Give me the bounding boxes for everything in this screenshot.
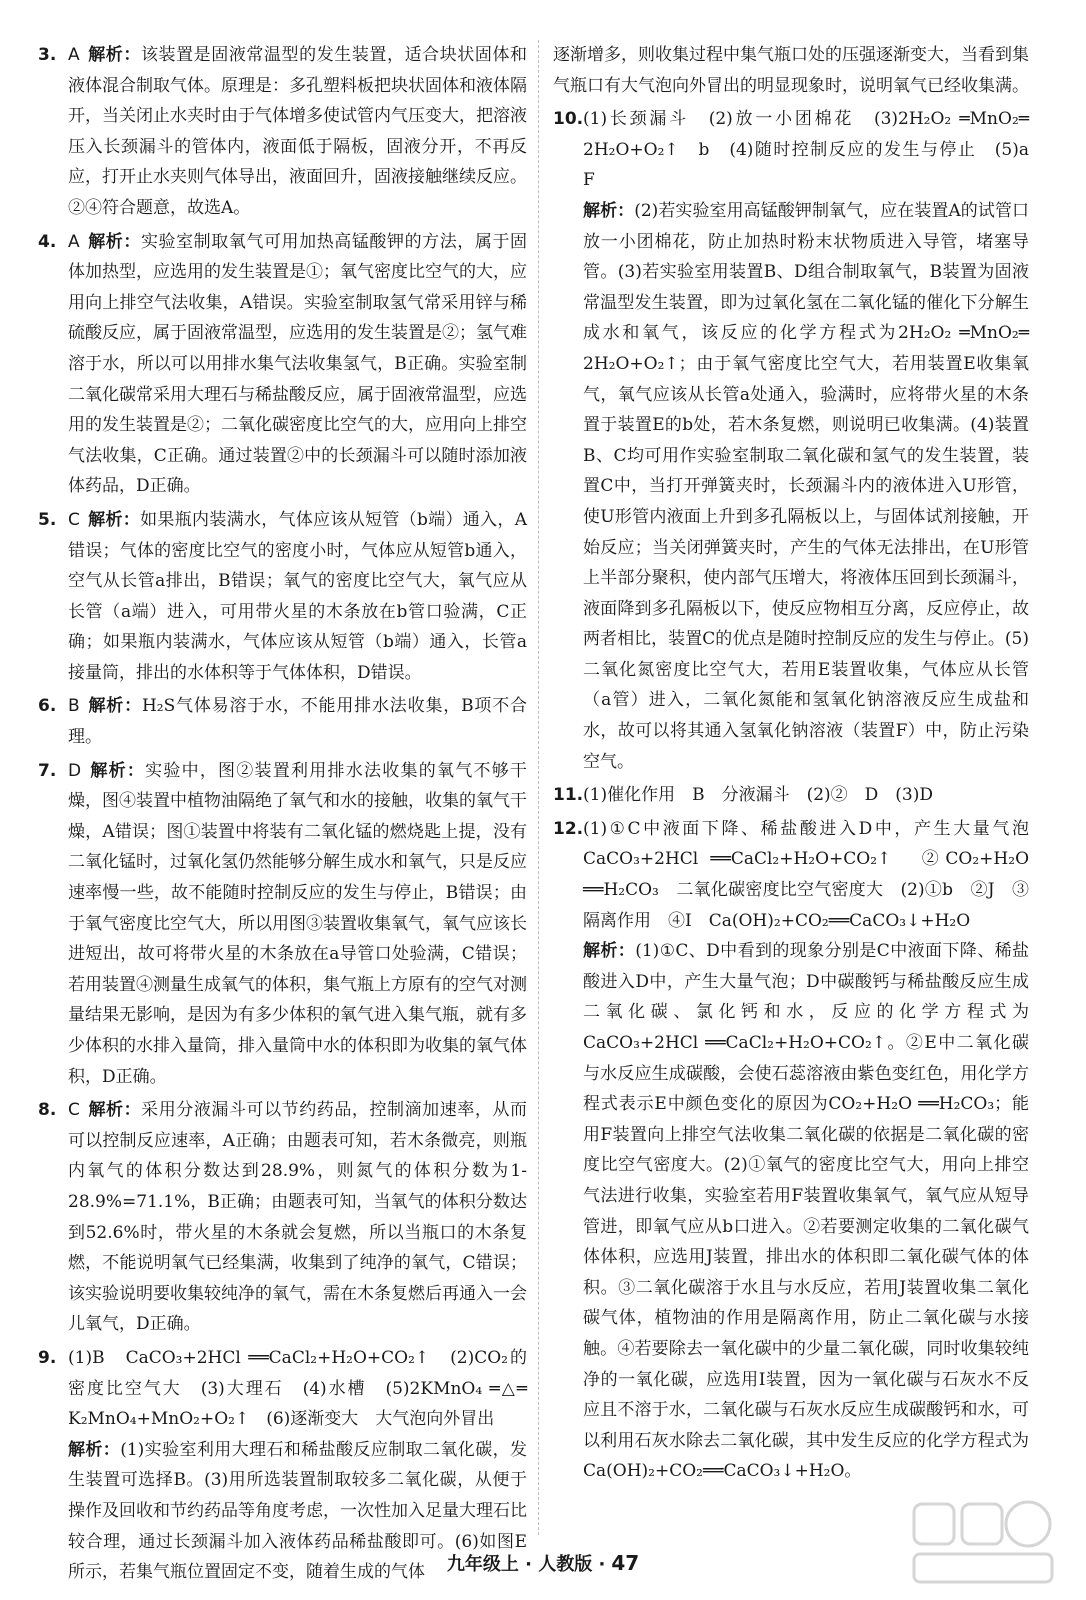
- left-column: [38, 40, 527, 1591]
- page-number: 47: [611, 1551, 640, 1575]
- answer-item-11: 11.(1)催化作用 B 分液漏斗 (2)② D (3)D: [553, 785, 933, 806]
- answer-line: (1)长颈漏斗 (2)放一小团棉花 (3)2H₂O₂ ═MnO₂═ 2H₂O+O₂↑ b (4)随时控制反应的发生与停止 (5)a F: [583, 109, 1046, 191]
- explanation-text: (1)①C、D中看到的现象分别是C中液面下降、稀盐酸进入D中，产生大量气泡；D中碳酸钙与稀盐酸反应生成二氧化碳、氯化钙和水，反应的化学方程式为CaCO₃+2HCl ══CaCl₂+H₂O+CO₂↑。②E中二氧化碳与水反应生成碳酸，会使石蕊溶液由紫色变红色，用化学方程式表示E中颜色变化的原因为CO₂+H₂O ══H₂CO₃；能用F装置向上排空气法收集二氧化碳的依据是二氧化碳的密度比空气密度大。(2)①氧气的密度比空气大，用向上排空气法进行收集，实验室若用F装置收集氧气，氧气应从短导管进，即氧气应从b口进入。②若要测定收集的二氧化碳气体体积，应选用J装置，排出水的体积即二氧化碳气体的体积。③二氧化碳溶于水且与水反应，若用J装置收集二氧化碳气体，植物油的作用是隔离作用，防止二氧化碳与水接触。④若要除去一氧化碳中的少量二氧化碳，同时收集较纯净的一氧化碳，应选用I装置，因为一氧化碳与石灰水不反应且不溶于水，二氧化碳与石灰水反应生成碳酸钙和水，可以利用石灰水除去二氧化碳，其中发生反应的化学方程式为Ca(OH)₂+CO₂══CaCO₃↓+H₂O。: [583, 941, 1030, 1482]
- answer-seal-watermark-icon: [908, 1498, 1058, 1590]
- right-column: [553, 40, 1046, 1490]
- explanation-block: 解析：(1)实验室利用大理石和稀盐酸反应制取二氧化碳，发生装置可选择B。(3)用所选装置制取较多二氧化碳，从便于操作及回收和节约药品等角度考虑，一次性加入足量大理石比较合理，通过长颈漏斗加入液体药品稀盐酸即可。(6)如图E所示，若集气瓶位置固定不变，随着生成的气体: [68, 1439, 528, 1583]
- answer-item-10: 10.(1)长颈漏斗 (2)放一小团棉花 (3)2H₂O₂ ═MnO₂═ 2H₂O+O₂↑ b (4)随时控制反应的发生与停止 (5)a F 解析：(2)若实验室用高锰酸钾制氧气，应在装置A的试管口放一小团棉花，防止加热时粉末状物质进入导管，堵塞导管。(3)若实验室用装置B、D组合制取氧气，B装置为固液常温型发生装置，即为过氧化氢在二氧化锰的催化下分解生成水和氧气，该反应的化学方程式为2H₂O₂ ═MnO₂═ 2H₂O+O₂↑；由于氧气密度比空气大，若用装置E收集氧气，氧气应该从长管a处通入，验满时，应将带火星的木条置于装置E的b处，若木条复燃，则说明已收集满。(4)装置B、C均可用作实验室制取二氧化碳和氢气的发生装置，装置C中，当打开弹簧夹时，长颈漏斗内的液体进入U形管，使U形管内液面上升到多孔隔板以上，与固体试剂接触，开始反应；当关闭弹簧夹时，产生的气体无法排出，在U形管上半部分聚积，使内部气压增大，将液体压回到长颈漏斗，液面降到多孔隔板以下，使反应物相互分离，反应停止，故两者相比，装置C的优点是随时控制反应的发生与停止。(5)二氧化氮密度比空气大，若用E装置收集，气体应从长管（a管）进入，二氧化氮能和氢氧化钠溶液反应生成盐和水，故可以将其通入氢氧化钠溶液（装置F）中，防止污染空气。: [553, 104, 1029, 777]
- answer-item-9: 9. (1)B CaCO₃+2HCl ══CaCl₂+H₂O+CO₂↑ (2)CO₂的密度比空气大 (3)大理石 (4)水槽 (5)2KMnO₄ ═△═ K₂MnO₄+MnO₂+O₂↑ (6)逐渐变大 大气泡向外冒出 解析：(1)实验室利用大理石和稀盐酸反应制取二氧化碳，发生装置可选择B。(3)用所选装置制取较多二氧化碳，从便于操作及回收和节约药品等角度考虑，一次性加入足量大理石比较合理，通过长颈漏斗加入液体药品稀盐酸即可。(6)如图E所示，若集气瓶位置固定不变，随着生成的气体: [38, 1343, 527, 1588]
- column-divider: [538, 40, 539, 1535]
- explanation-text: 实验中，图②装置利用排水法收集的氧气不够干燥，图④装置中植物油隔绝了氧气和水的接触，收集的氧气干燥，A错误；图①装置中将装有二氧化锰的燃烧匙上提，没有二氧化锰时，过氧化氢仍然能够分解生成水和氧气，只是反应速率慢一些，故不能随时控制反应的发生与停止，B错误；由于氧气密度比空气大，所以用图③装置收集氧气，氧气应该长进短出，故可将带火星的木条放在a导管口处验满，C错误；若用装置④测量生成氧气的体积，集气瓶上方原有的空气对测量结果无影响，是因为有多少体积的氧气进入集气瓶，就有多少体积的水排入量筒，排入量筒中水的体积即为收集的氧气体积，D正确。: [68, 760, 527, 1087]
- answer-line: (1)催化作用 B 分液漏斗 (2)② D (3)D: [583, 785, 933, 806]
- explanation-text: (2)若实验室用高锰酸钾制氧气，应在装置A的试管口放一小团棉花，防止加热时粉末状物质进入导管，堵塞导管。(3)若实验室用装置B、D组合制取氧气，B装置为固液常温型发生装置，即为过氧化氢在二氧化锰的催化下分解生成水和氧气，该反应的化学方程式为2H₂O₂ ═MnO₂═ 2H₂O+O₂↑；由于氧气密度比空气大，若用装置E收集氧气，氧气应该从长管a处通入，验满时，应将带火星的木条置于装置E的b处，若木条复燃，则说明已收集满。(4)装置B、C均可用作实验室制取二氧化碳和氢气的发生装置，装置C中，当打开弹簧夹时，长颈漏斗内的液体进入U形管，使U形管内液面上升到多孔隔板以上，与固体试剂接触，开始反应；当关闭弹簧夹时，产生的气体无法排出，在U形管上半部分聚积，使内部气压增大，将液体压回到长颈漏斗，液面降到多孔隔板以下，使反应物相互分离，反应停止，故两者相比，装置C的优点是随时控制反应的发生与停止。(5)二氧化氮密度比空气大，若用E装置收集，气体应从长管（a管）进入，二氧化氮能和氢氧化钠溶液反应生成盐和水，故可以将其通入氢氧化钠溶液（装置F）中，防止污染空气。: [583, 200, 1030, 772]
- explanation-text: 如果瓶内装满水，气体应该从短管（b端）通入，A错误；气体的密度比空气的密度小时，气体应从短管b通入，空气从长管a排出，B错误；氧气的密度比空气大，氧气应从长管（a端）进入，可用带火星的木条放在b管口验满，C正确；如果瓶内装满水，气体应该从短管（b端）通入，长管a接量筒，排出的水体积等于气体体积，D错误。: [68, 509, 527, 683]
- answer-item-3: 3. A 解析：该装置是固液常温型的发生装置，适合块状固体和液体混合制取气体。原理是：多孔塑料板把块状固体和液体隔开，当关闭止水夹时由于气体增多使试管内气压变大，把溶液压入长颈漏斗的管体内，液面低于隔板，固液分开，不再反应，打开止水夹则气体导出，液面回升，固液接触继续反应。②④符合题意，故选A。: [38, 45, 528, 218]
- continuation-text: 逐渐增多，则收集过程中集气瓶口处的压强逐渐变大，当看到集气瓶口有大气泡向外冒出的明显现象时，说明氧气已经收集满。: [553, 45, 1029, 96]
- answer-item-7: 7. D 解析：实验中，图②装置利用排水法收集的氧气不够干燥，图④装置中植物油隔绝了氧气和水的接触，收集的氧气干燥，A错误；图①装置中将装有二氧化锰的燃烧匙上提，没有二氧化锰时，过氧化氢仍然能够分解生成水和氧气，只是反应速率慢一些，故不能随时控制反应的发生与停止，B错误；由于氧气密度比空气大，所以用图③装置收集氧气，氧气应该长进短出，故可将带火星的木条放在a导管口处验满，C错误；若用装置④测量生成氧气的体积，集气瓶上方原有的空气对测量结果无影响，是因为有多少体积的氧气进入集气瓶，就有多少体积的水排入量筒，排入量筒中水的体积即为收集的氧气体积，D正确。: [38, 760, 527, 1087]
- explanation-text: (1)实验室利用大理石和稀盐酸反应制取二氧化碳，发生装置可选择B。(3)用所选装置制取较多二氧化碳，从便于操作及回收和节约药品等角度考虑，一次性加入足量大理石比较合理，通过长颈漏斗加入液体药品稀盐酸即可。(6)如图E所示，若集气瓶位置固定不变，随着生成的气体: [68, 1439, 528, 1583]
- explanation-text: 实验室制取氧气可用加热高锰酸钾的方法，属于固体加热型，应选用的发生装置是①；氧气密度比空气的大，应用向上排空气法收集，A错误。实验室制取氢气常采用锌与稀硫酸反应，属于固液常温型，应选用的发生装置是②；氢气难溶于水，所以可以用排水集气法收集氢气，B正确。实验室制二氧化碳常采用大理石与稀盐酸反应，属于固液常温型，应选用的发生装置是②；二氧化碳密度比空气的大，应用向上排空气法收集，C正确。通过装置②中的长颈漏斗可以随时添加液体药品，D正确。: [68, 231, 528, 497]
- answer-item-4: 4. A 解析：实验室制取氧气可用加热高锰酸钾的方法，属于固体加热型，应选用的发生装置是①；氧气密度比空气的大，应用向上排空气法收集，A错误。实验室制取氢气常采用锌与稀硫酸反应，属于固液常温型，应选用的发生装置是②；氢气难溶于水，所以可以用排水集气法收集氢气，B正确。实验室制二氧化碳常采用大理石与稀盐酸反应，属于固液常温型，应选用的发生装置是②；二氧化碳密度比空气的大，应用向上排空气法收集，C正确。通过装置②中的长颈漏斗可以随时添加液体药品，D正确。: [38, 231, 528, 497]
- answer-item-5: 5. C 解析：如果瓶内装满水，气体应该从短管（b端）通入，A错误；气体的密度比空气的密度小时，气体应从短管b通入，空气从长管a排出，B错误；氧气的密度比空气大，氧气应从长管（a端）进入，可用带火星的木条放在b管口验满，C正确；如果瓶内装满水，气体应该从短管（b端）通入，长管a接量筒，排出的水体积等于气体体积，D错误。: [38, 509, 527, 683]
- answer-item-12: 12.(1)①C中液面下降、稀盐酸进入D中，产生大量气泡 CaCO₃+2HCl ══CaCl₂+H₂O+CO₂↑ ②CO₂+H₂O ══H₂CO₃ 二氧化碳密度比空气密度大 (2)①b ②J ③隔离作用 ④I Ca(OH)₂+CO₂══CaCO₃↓+H₂O 解析：(1)①C、D中看到的现象分别是C中液面下降、稀盐酸进入D中，产生大量气泡；D中碳酸钙与稀盐酸反应生成二氧化碳、氯化钙和水，反应的化学方程式为CaCO₃+2HCl ══CaCl₂+H₂O+CO₂↑。②E中二氧化碳与水反应生成碳酸，会使石蕊溶液由紫色变红色，用化学方程式表示E中颜色变化的原因为CO₂+H₂O ══H₂CO₃；能用F装置向上排空气法收集二氧化碳的依据是二氧化碳的密度比空气密度大。(2)①氧气的密度比空气大，用向上排空气法进行收集，实验室若用F装置收集氧气，氧气应从短导管进，即氧气应从b口进入。②若要测定收集的二氧化碳气体体积，应选用J装置，排出水的体积即二氧化碳气体的体积。③二氧化碳溶于水且与水反应，若用J装置收集二氧化碳气体，植物油的作用是隔离作用，防止二氧化碳与水接触。④若要除去一氧化碳中的少量二氧化碳，同时收集较纯净的一氧化碳，应选用I装置，因为一氧化碳与石灰水不反应且不溶于水，二氧化碳与石灰水反应生成碳酸钙和水，可以利用石灰水除去二氧化碳，其中发生反应的化学方程式为Ca(OH)₂+CO₂══CaCO₃↓+H₂O。: [553, 814, 1029, 1487]
- answer-item-8: 8. C 解析：采用分液漏斗可以节约药品，控制滴加速率，从而可以控制反应速率，A正确；由题表可知，若木条微亮，则瓶内氧气的体积分数达到28.9%，则氮气的体积分数为1-28.9%=71.1%，B正确；由题表可知，当氧气的体积分数达到52.6%时，带火星的木条就会复燃，所以当瓶口的木条复燃，不能说明氧气已经集满，收集到了纯净的氧气，C错误；该实验说明要收集较纯净的氧气，需在木条复燃后再通入一会儿氧气，D正确。: [38, 1100, 528, 1335]
- explanation-block: 解析：(1)①C、D中看到的现象分别是C中液面下降、稀盐酸进入D中，产生大量气泡；D中碳酸钙与稀盐酸反应生成二氧化碳、氯化钙和水，反应的化学方程式为CaCO₃+2HCl ══CaCl₂+H₂O+CO₂↑。②E中二氧化碳与水反应生成碳酸，会使石蕊溶液由紫色变红色，用化学方程式表示E中颜色变化的原因为CO₂+H₂O ══H₂CO₃；能用F装置向上排空气法收集二氧化碳的依据是二氧化碳的密度比空气密度大。(2)①氧气的密度比空气大，用向上排空气法进行收集，实验室若用F装置收集氧气，氧气应从短导管进，即氧气应从b口进入。②若要测定收集的二氧化碳气体体积，应选用J装置，排出水的体积即二氧化碳气体的体积。③二氧化碳溶于水且与水反应，若用J装置收集二氧化碳气体，植物油的作用是隔离作用，防止二氧化碳与水接触。④若要除去一氧化碳中的少量二氧化碳，同时收集较纯净的一氧化碳，应选用I装置，因为一氧化碳与石灰水不反应且不溶于水，二氧化碳与石灰水反应生成碳酸钙和水，可以利用石灰水除去二氧化碳，其中发生反应的化学方程式为Ca(OH)₂+CO₂══CaCO₃↓+H₂O。: [583, 941, 1030, 1482]
- explanation-block: 解析：(2)若实验室用高锰酸钾制氧气，应在装置A的试管口放一小团棉花，防止加热时粉末状物质进入导管，堵塞导管。(3)若实验室用装置B、D组合制取氧气，B装置为固液常温型发生装置，即为过氧化氢在二氧化锰的催化下分解生成水和氧气，该反应的化学方程式为2H₂O₂ ═MnO₂═ 2H₂O+O₂↑；由于氧气密度比空气大，若用装置E收集氧气，氧气应该从长管a处通入，验满时，应将带火星的木条置于装置E的b处，若木条复燃，则说明已收集满。(4)装置B、C均可用作实验室制取二氧化碳和氢气的发生装置，装置C中，当打开弹簧夹时，长颈漏斗内的液体进入U形管，使U形管内液面上升到多孔隔板以上，与固体试剂接触，开始反应；当关闭弹簧夹时，产生的气体无法排出，在U形管上半部分聚积，使内部气压增大，将液体压回到长颈漏斗，液面降到多孔隔板以下，使反应物相互分离，反应停止，故两者相比，装置C的优点是随时控制反应的发生与停止。(5)二氧化氮密度比空气大，若用E装置收集，气体应从长管（a管）进入，二氧化氮能和氢氧化钠溶液反应生成盐和水，故可以将其通入氢氧化钠溶液（装置F）中，防止污染空气。: [583, 200, 1030, 772]
- footer-edition: 九年级上 · 人教版 ·: [446, 1554, 606, 1575]
- answer-line: (1)B CaCO₃+2HCl ══CaCl₂+H₂O+CO₂↑ (2)CO₂的密度比空气大 (3)大理石 (4)水槽 (5)2KMnO₄ ═△═ K₂MnO₄+MnO₂+O₂↑ (6)逐渐变大 大气泡向外冒出: [68, 1347, 527, 1430]
- explanation-text: 采用分液漏斗可以节约药品，控制滴加速率，从而可以控制反应速率，A正确；由题表可知，若木条微亮，则瓶内氧气的体积分数达到28.9%，则氮气的体积分数为1-28.9%=71.1%，B正确；由题表可知，当氧气的体积分数达到52.6%时，带火星的木条就会复燃，所以当瓶口的木条复燃，不能说明氧气已经集满，收集到了纯净的氧气，C错误；该实验说明要收集较纯净的氧气，需在木条复燃后再通入一会儿氧气，D正确。: [68, 1100, 528, 1335]
- answer-item-6: 6. B 解析：H₂S气体易溶于水，不能用排水法收集，B项不合理。: [38, 696, 528, 748]
- explanation-text: 该装置是固液常温型的发生装置，适合块状固体和液体混合制取气体。原理是：多孔塑料板把块状固体和液体隔开，当关闭止水夹时由于气体增多使试管内气压变大，把溶液压入长颈漏斗的管体内，液面低于隔板，固液分开，不再反应，打开止水夹则气体导出，液面回升，固液接触继续反应。②④符合题意，故选A。: [68, 45, 528, 218]
- answer-line: (1)①C中液面下降、稀盐酸进入D中，产生大量气泡 CaCO₃+2HCl ══CaCl₂+H₂O+CO₂↑ ②CO₂+H₂O ══H₂CO₃ 二氧化碳密度比空气密度大 (2)①b ②J ③隔离作用 ④I Ca(OH)₂+CO₂══CaCO₃↓+H₂O: [583, 818, 1046, 931]
- explanation-text: H₂S气体易溶于水，不能用排水法收集，B项不合理。: [68, 696, 528, 748]
